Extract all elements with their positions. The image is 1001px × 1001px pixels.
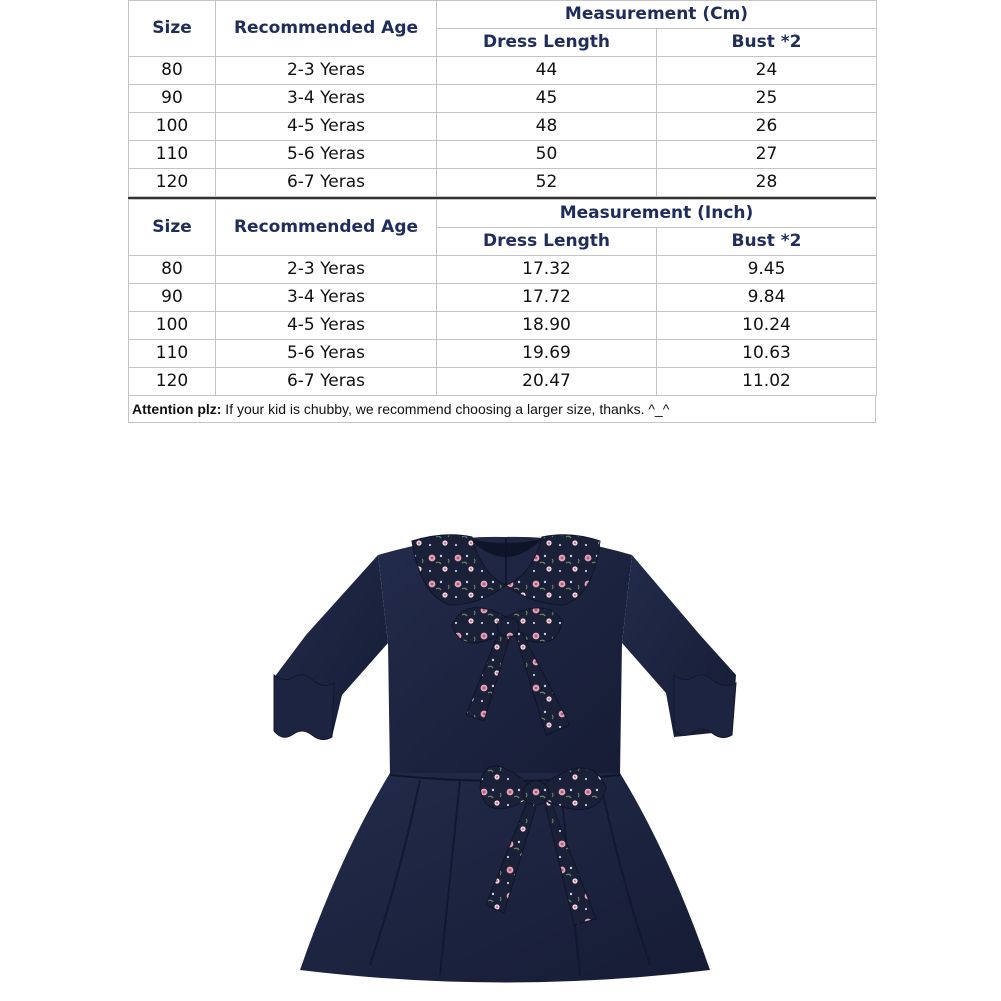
attention-note: [128, 396, 876, 423]
cell-bust: 10.63: [657, 340, 877, 368]
cell-age: 5-6 Yeras: [216, 340, 437, 368]
cell-length: 17.72: [437, 284, 657, 312]
cell-size: 120: [129, 169, 216, 197]
cell-length: 50: [437, 141, 657, 169]
cell-size: 80: [129, 57, 216, 85]
table-row: [129, 368, 877, 396]
cell-length: 17.32: [437, 256, 657, 284]
table-row: [129, 340, 877, 368]
cell-age: 2-3 Yeras: [216, 57, 437, 85]
size-chart: [128, 0, 876, 423]
cell-length: 52: [437, 169, 657, 197]
table-row: [129, 141, 877, 169]
cell-size: 110: [129, 141, 216, 169]
cell-length: 20.47: [437, 368, 657, 396]
navy-floral-bow-dress-icon: [270, 525, 740, 990]
cell-age: 4-5 Yeras: [216, 113, 437, 141]
cell-bust: 26: [657, 113, 877, 141]
cell-age: 3-4 Yeras: [216, 284, 437, 312]
size-table-cm: [128, 0, 877, 197]
cell-bust: 28: [657, 169, 877, 197]
table-row: [129, 113, 877, 141]
table-row: [129, 85, 877, 113]
attention-label: Attention plz:: [132, 401, 222, 417]
header-measurement-inch: Measurement (Inch): [437, 200, 877, 228]
cell-age: 4-5 Yeras: [216, 312, 437, 340]
cell-size: 100: [129, 312, 216, 340]
cell-bust: 24: [657, 57, 877, 85]
cell-bust: 25: [657, 85, 877, 113]
header-bust: Bust *2: [657, 29, 877, 57]
cell-length: 19.69: [437, 340, 657, 368]
cell-age: 5-6 Yeras: [216, 141, 437, 169]
header-size: Size: [129, 1, 216, 57]
attention-text: If your kid is chubby, we recommend choosing a larger size, thanks. ^_^: [221, 401, 670, 417]
header-bust: Bust *2: [657, 228, 877, 256]
table-row: [129, 256, 877, 284]
cell-length: 44: [437, 57, 657, 85]
cell-bust: 10.24: [657, 312, 877, 340]
cell-size: 90: [129, 284, 216, 312]
table-row: [129, 57, 877, 85]
cell-age: 3-4 Yeras: [216, 85, 437, 113]
size-table-inch: [128, 199, 877, 396]
table-row: [129, 284, 877, 312]
header-row: [129, 200, 877, 228]
table-row: [129, 169, 877, 197]
header-dress-length: Dress Length: [437, 29, 657, 57]
cell-size: 120: [129, 368, 216, 396]
cell-size: 90: [129, 85, 216, 113]
cell-bust: 11.02: [657, 368, 877, 396]
header-size: Size: [129, 200, 216, 256]
header-measurement-cm: Measurement (Cm): [437, 1, 877, 29]
cell-bust: 27: [657, 141, 877, 169]
table-row: [129, 312, 877, 340]
cell-age: 6-7 Yeras: [216, 368, 437, 396]
header-dress-length: Dress Length: [437, 228, 657, 256]
cell-length: 18.90: [437, 312, 657, 340]
cell-length: 45: [437, 85, 657, 113]
cell-size: 110: [129, 340, 216, 368]
cell-size: 80: [129, 256, 216, 284]
cell-bust: 9.45: [657, 256, 877, 284]
header-row: [129, 1, 877, 29]
cell-length: 48: [437, 113, 657, 141]
cell-age: 2-3 Yeras: [216, 256, 437, 284]
cell-age: 6-7 Yeras: [216, 169, 437, 197]
header-recommended-age: Recommended Age: [216, 1, 437, 57]
header-recommended-age: Recommended Age: [216, 200, 437, 256]
cell-size: 100: [129, 113, 216, 141]
cell-bust: 9.84: [657, 284, 877, 312]
